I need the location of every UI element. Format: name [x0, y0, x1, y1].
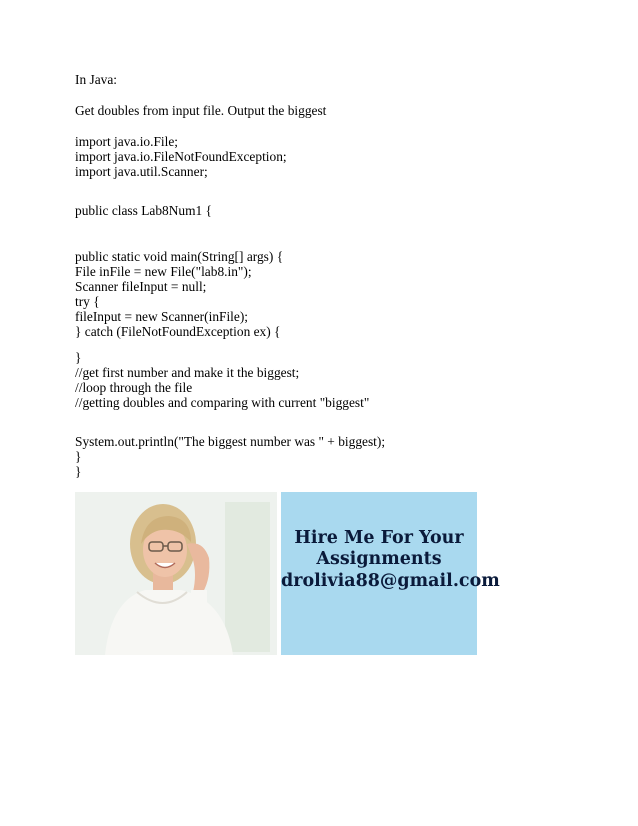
code-line-import-exception: import java.io.FileNotFoundException; [75, 149, 287, 164]
banner-subheadline: Assignments [316, 549, 442, 569]
code-line-close-class: } [75, 464, 82, 479]
banner-email: drolivia88@gmail.com [281, 571, 500, 591]
banner-text [281, 528, 500, 592]
code-line-close-main: } [75, 449, 82, 464]
code-line-scanner: Scanner fileInput = null; [75, 279, 207, 294]
advert-banner [75, 492, 500, 655]
intro-line: In Java: [75, 72, 118, 87]
code-line-main: public static void main(String[] args) { [75, 249, 284, 264]
code-line-close-catch: } [75, 350, 82, 365]
code-line-import-scanner: import java.util.Scanner; [75, 164, 208, 179]
task-line: Get doubles from input file. Output the biggest [75, 103, 327, 118]
code-line-class: public class Lab8Num1 { [75, 203, 212, 218]
code-comment-loop: //loop through the file [75, 380, 193, 395]
woman-photo [75, 492, 277, 655]
banner-headline: Hire Me For Your [294, 528, 464, 548]
code-comment-compare: //getting doubles and comparing with current "biggest" [75, 395, 370, 410]
code-line-fileinput: fileInput = new Scanner(inFile); [75, 309, 249, 324]
code-line-println: System.out.println("The biggest number was " + biggest); [75, 434, 386, 449]
woman-illustration [75, 492, 277, 655]
code-line-import-file: import java.io.File; [75, 134, 179, 149]
code-comment-first: //get first number and make it the biggest; [75, 365, 300, 380]
code-line-catch: } catch (FileNotFoundException ex) { [75, 324, 281, 339]
code-line-try: try { [75, 294, 100, 309]
code-line-infile: File inFile = new File("lab8.in"); [75, 264, 252, 279]
